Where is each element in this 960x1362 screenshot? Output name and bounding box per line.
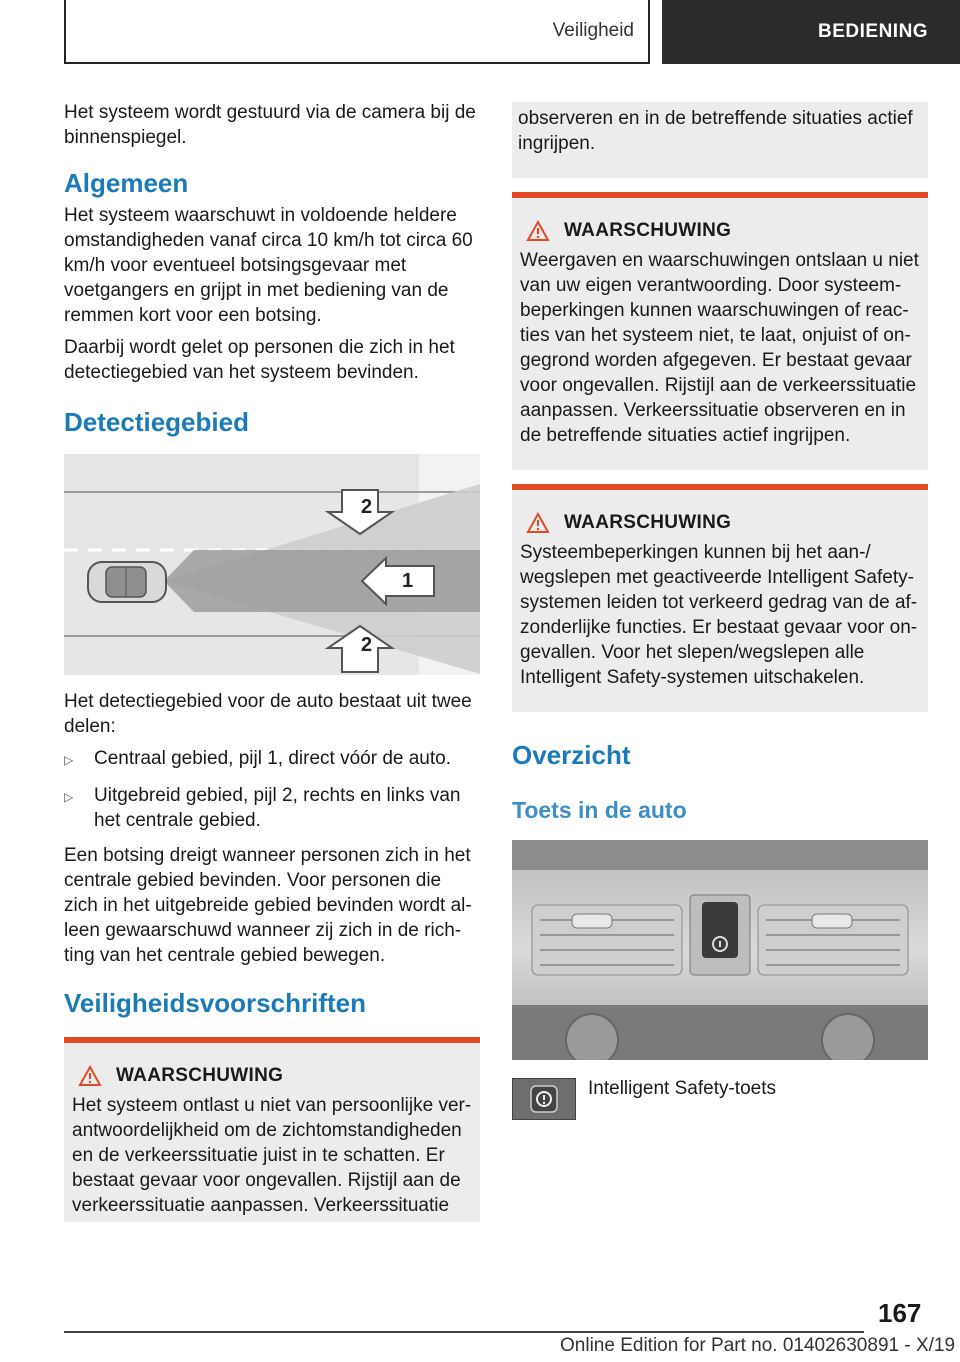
right-column: [512, 102, 928, 1120]
detectie-paragraph-2: Een botsing dreigt wanneer personen zich in het centrale gebied bevinden. Voor personen die zich in het uitgebreide gebied bevinden wordt alleen gewaarschuwd wanneer zij zich in de richting van het centrale gebied bewegen.: [64, 845, 472, 966]
heading-overzicht: Overzicht: [512, 740, 631, 770]
heading-toets-in-de-auto: Toets in de auto: [512, 797, 687, 823]
warning-header: [526, 220, 920, 242]
warning-header: [526, 512, 920, 534]
list-item: [64, 783, 480, 833]
footer-edition: Online Edition for Part no. 01402630891 - X/19: [560, 1335, 956, 1356]
warning-triangle-icon: [78, 1065, 102, 1087]
warning-text-continued: observeren en in de betreffende situaties actief ingrijpen.: [518, 108, 913, 154]
warning-title: WAARSCHUWING: [564, 220, 732, 241]
warning-text: Weergaven en waarschuwingen ontslaan u niet van uw eigen verantwoording. Door systeembeperkingen kunnen waarschuwingen of reacties van het systeem niet, te laat, onjuist of ongegrond worden afgegeven. Er bestaat gevaar voor ongevallen. Rijstijl aan de verkeerssituatie aanpassen. Verkeerssituatie observeren en in de betreffende situaties actief ingrijpen.: [520, 250, 919, 446]
page-number: 167: [878, 1298, 922, 1328]
intelligent-safety-button-icon: [512, 1078, 576, 1120]
bullet-marker-icon: ▷: [64, 790, 74, 804]
header-chapter-tab: [662, 0, 960, 64]
bullet-text: Centraal gebied, pijl 1, direct vóór de auto.: [94, 748, 451, 769]
detection-bullet-list: [64, 746, 480, 833]
left-column: [64, 100, 480, 1222]
heading-detectiegebied: Detectiegebied: [64, 407, 249, 437]
car-icon: [88, 562, 166, 602]
heading-veiligheidsvoorschriften: Veiligheidsvoorschriften: [64, 988, 366, 1018]
diagram-label-2-top: 2: [361, 496, 373, 518]
safety-icon: [529, 1084, 559, 1114]
button-legend-label: Intelligent Safety-toets: [588, 1078, 776, 1099]
diagram-label-1: 1: [402, 570, 414, 592]
intro-paragraph: Het systeem wordt gestuurd via de camera bij de binnenspiegel.: [64, 102, 476, 148]
dashboard-illustration: [512, 840, 928, 1060]
detection-area-illustration: [64, 454, 480, 675]
button-legend: [512, 1078, 928, 1120]
algemeen-paragraph-1: Het systeem waarschuwt in voldoende heldere omstandigheden vanaf circa 10 km/h tot circa 60 km/h voor eventueel botsingsgevaar met voetgangers en grijpt in met bediening van de remmen kort voor een botsing.: [64, 205, 473, 326]
header-chapter-title: BEDIENING: [818, 21, 929, 42]
detectie-paragraph-1: Het detectiegebied voor de auto bestaat uit twee delen:: [64, 691, 472, 737]
warning-title: WAARSCHUWING: [564, 512, 732, 533]
warning-triangle-icon: [526, 220, 550, 242]
bullet-marker-icon: ▷: [64, 753, 74, 767]
diagram-label-2-bottom: 2: [361, 634, 373, 656]
warning-title: WAARSCHUWING: [116, 1065, 284, 1086]
warning-box-2: [512, 192, 928, 470]
footer-divider: [64, 1331, 864, 1333]
warning-text: Het systeem ontlast u niet van persoonlijke verantwoordelijkheid om de zichtomstandigheden en de verkeerssituatie juist in te schatten. Er bestaat gevaar voor ongevallen. Rijstijl aan de verkeerssituatie aanpassen. Verkeerssituatie: [72, 1095, 472, 1216]
header-section-title: Veiligheid: [552, 20, 634, 41]
warning-header: [78, 1065, 472, 1087]
list-item: [64, 746, 480, 773]
dashboard-photo: [512, 840, 928, 1060]
algemeen-paragraph-2: Daarbij wordt gelet op personen die zich in het detectiegebied van het systeem bevinden.: [64, 337, 455, 383]
warning-box-1-continued: [512, 102, 928, 178]
warning-triangle-icon: [526, 512, 550, 534]
warning-box-3: [512, 484, 928, 712]
warning-text: Systeembeperkingen kunnen bij het aan-/ wegslepen met geactiveerde Intelligent Safety-systemen leiden tot verkeerd gedrag van de afzonderlijke functies. Er bestaat gevaar voor ongevallen. Voor het slepen/wegslepen alle Intelligent Safety-systemen uitschakelen.: [520, 542, 918, 688]
detection-area-diagram: [64, 454, 480, 675]
bullet-text: Uitgebreid gebied, pijl 2, rechts en links van het centrale gebied.: [94, 785, 461, 831]
warning-box-1: [64, 1037, 480, 1222]
heading-algemeen: Algemeen: [64, 168, 189, 198]
header-section-tab: [64, 0, 650, 64]
